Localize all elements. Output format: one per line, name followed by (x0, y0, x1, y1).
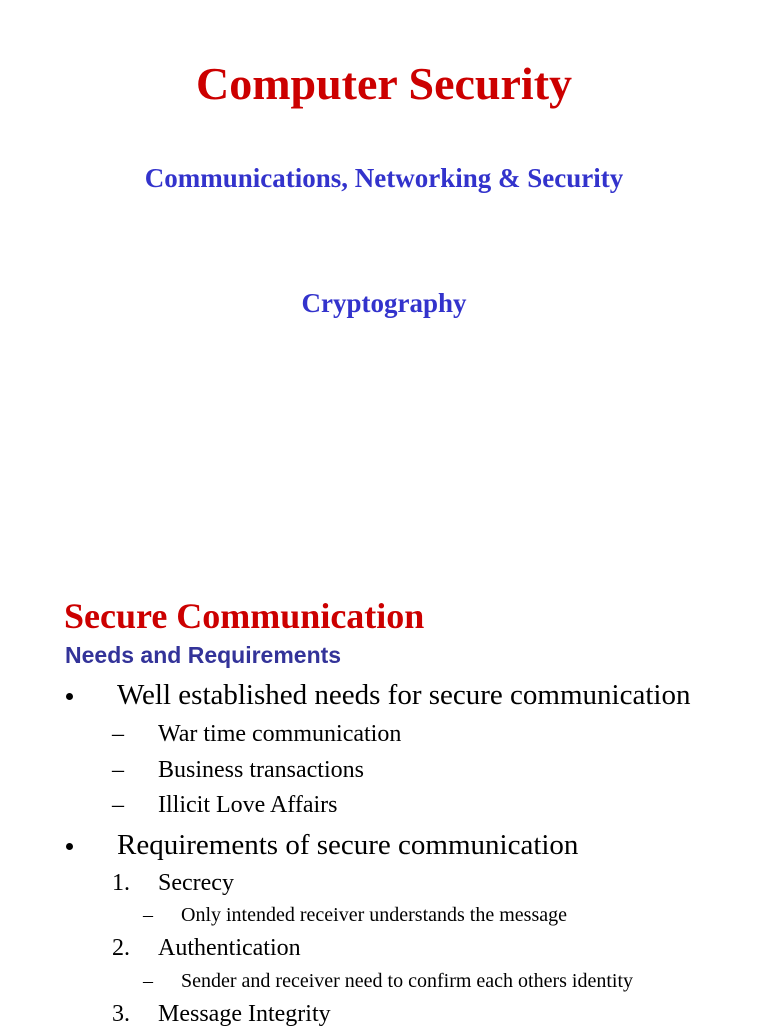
bullet-icon (66, 843, 73, 850)
list-item-text: Secrecy (158, 870, 234, 896)
slide-title: Secure Communication (64, 596, 425, 636)
course-subtitle: Communications, Networking & Security (144, 163, 624, 193)
slide-subheading: Needs and Requirements (65, 642, 342, 668)
sub-list-item-text: Only intended receiver understands the message (181, 904, 567, 926)
number-marker: 3. (112, 1001, 130, 1027)
sub-list-item-text: Sender and receiver need to confirm each others identity (181, 970, 634, 992)
content-slide (0, 560, 768, 1027)
number-marker: 1. (112, 870, 130, 896)
bullet-icon (66, 693, 73, 700)
list-item-text: Illicit Love Affairs (158, 792, 338, 818)
list-item-text: War time communication (158, 721, 402, 747)
bullet-text: Requirements of secure communication (117, 829, 579, 861)
topic-subtitle: Cryptography (301, 288, 467, 318)
dash-marker: – (112, 757, 124, 783)
number-marker: 2. (112, 935, 130, 961)
list-item-text: Message Integrity (158, 1001, 331, 1027)
bullet-text: Well established needs for secure communication (117, 679, 691, 711)
list-item-text: Business transactions (158, 757, 364, 783)
dash-marker: – (143, 904, 153, 926)
dash-marker: – (112, 792, 124, 818)
list-item-text: Authentication (158, 935, 301, 961)
dash-marker: – (143, 970, 153, 992)
dash-marker: – (112, 721, 124, 747)
slide-title: Computer Security (195, 58, 573, 109)
